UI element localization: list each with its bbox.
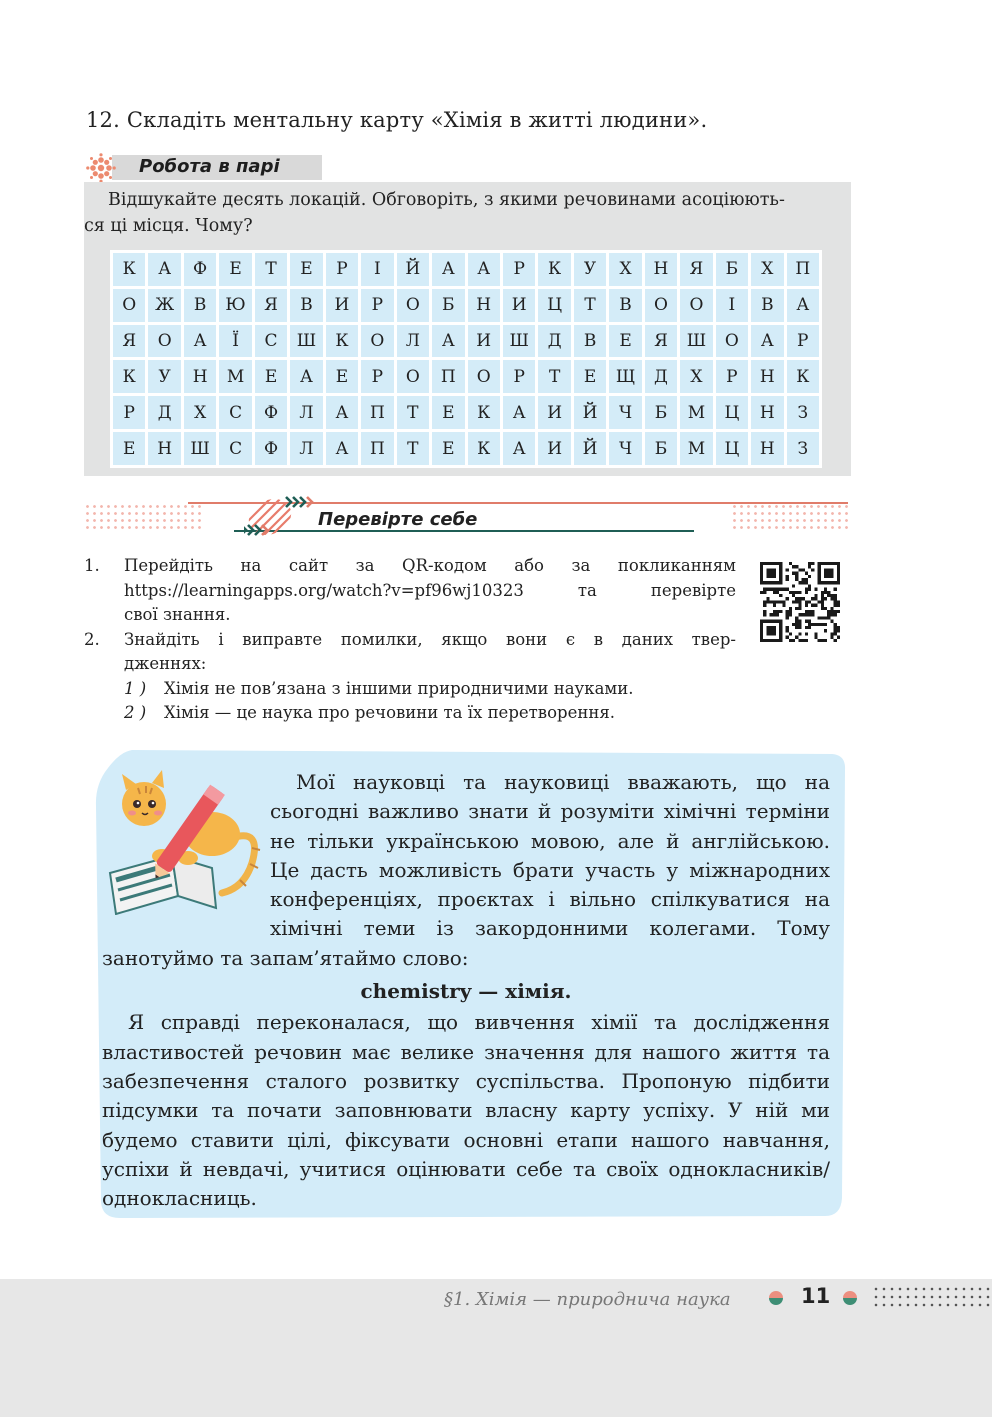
grid-cell: І: [716, 289, 748, 322]
grid-cell: М: [680, 396, 712, 429]
grid-cell: Р: [326, 253, 358, 286]
grid-cell: А: [468, 253, 500, 286]
grid-cell: Б: [432, 289, 464, 322]
item-number: 2.: [84, 629, 100, 649]
page-dot-icon: [843, 1291, 857, 1305]
sub-item: [84, 701, 736, 726]
grid-cell: Ц: [716, 432, 748, 465]
grid-cell: Б: [716, 253, 748, 286]
grid-cell: Н: [184, 360, 216, 393]
grid-cell: Х: [609, 253, 641, 286]
grid-cell: А: [326, 396, 358, 429]
cat-illustration-icon: [102, 768, 270, 915]
grid-cell: Д: [148, 396, 180, 429]
check-yourself-header: [84, 495, 851, 543]
grid-cell: Б: [645, 432, 677, 465]
grid-cell: П: [787, 253, 819, 286]
grid-cell: Й: [574, 396, 606, 429]
item-line: свої знання.: [124, 605, 231, 624]
grid-cell: П: [361, 396, 393, 429]
grid-cell: Т: [397, 396, 429, 429]
task-number: 12.: [86, 108, 120, 132]
grid-cell: Т: [538, 360, 570, 393]
item-link-line[interactable]: https://learningapps.org/watch?v=pf96wj10323 та перевірте: [124, 580, 736, 600]
item-number: 1.: [84, 556, 100, 575]
grid-cell: Е: [432, 432, 464, 465]
grid-cell: Й: [397, 253, 429, 286]
grid-cell: Н: [468, 289, 500, 322]
sub-item-text: Хімія — це наука про речовини та їх перетворення.: [164, 703, 615, 722]
check-list: [84, 554, 736, 726]
check-yourself-title: Перевірте себе: [318, 509, 478, 530]
grid-cell: А: [432, 325, 464, 358]
grid-cell: Е: [609, 325, 641, 358]
grid-cell: Ю: [219, 289, 251, 322]
grid-cell: Н: [751, 360, 783, 393]
grid-cell: А: [787, 289, 819, 322]
sub-item-text: Хімія не пов’язана з іншими природничими науками.: [164, 678, 634, 698]
grid-cell: Р: [503, 360, 535, 393]
grid-cell: А: [148, 253, 180, 286]
grid-cell: К: [113, 360, 145, 393]
grid-cell: С: [255, 325, 287, 358]
grid-cell: А: [751, 325, 783, 358]
grid-cell: Т: [397, 432, 429, 465]
grid-cell: И: [503, 289, 535, 322]
grid-cell: Е: [113, 432, 145, 465]
grid-cell: К: [468, 432, 500, 465]
grid-cell: П: [432, 360, 464, 393]
instruction-line-2: ся ці місця. Чому?: [84, 216, 253, 236]
grid-cell: О: [716, 325, 748, 358]
grid-cell: І: [361, 253, 393, 286]
grid-cell: Л: [397, 325, 429, 358]
grid-cell: Ф: [184, 253, 216, 286]
grid-cell: Е: [326, 360, 358, 393]
grid-cell: К: [538, 253, 570, 286]
grid-cell: В: [751, 289, 783, 322]
grid-cell: У: [574, 253, 606, 286]
sub-item: [84, 677, 736, 702]
grid-cell: Ц: [538, 289, 570, 322]
grid-cell: М: [680, 432, 712, 465]
item-line: дженнях:: [124, 654, 207, 673]
grid-cell: Ф: [255, 432, 287, 465]
grid-cell: А: [184, 325, 216, 358]
grid-cell: Е: [574, 360, 606, 393]
grid-cell: Я: [255, 289, 287, 322]
grid-cell: Е: [255, 360, 287, 393]
instruction-line-1: Відшукайте десять локацій. Обговоріть, з якими речовинами асоціюють-: [108, 190, 785, 210]
list-item: [84, 628, 736, 677]
grid-cell: Ж: [148, 289, 180, 322]
grid-cell: З: [787, 396, 819, 429]
grid-cell: Ц: [716, 396, 748, 429]
grid-cell: Е: [432, 396, 464, 429]
grid-cell: У: [148, 360, 180, 393]
page-dot-icon: [769, 1291, 783, 1305]
grid-cell: Я: [645, 325, 677, 358]
grid-cell: Л: [290, 432, 322, 465]
sub-item-number: 2 ): [124, 703, 147, 722]
grid-cell: Р: [361, 289, 393, 322]
grid-cell: Р: [503, 253, 535, 286]
grid-cell: Ч: [609, 396, 641, 429]
grid-cell: Р: [361, 360, 393, 393]
grid-cell: Д: [538, 325, 570, 358]
grid-cell: Я: [113, 325, 145, 358]
grid-cell: И: [538, 432, 570, 465]
grid-cell: Й: [574, 432, 606, 465]
grid-cell: С: [219, 396, 251, 429]
chemistry-term: chemistry — хімія.: [360, 979, 572, 1004]
note-paragraph-1: Мої науковці та науковиці вважають, що на сьогодні важливо знати й розуміти хімічні терміни не тільки українською мовою, але й англійською. Це дасть можливість брати участь у міжнародних конференціях, проєктах і вільно спілкуватися на хімічні теми із закордонними колегами. Тому занотуймо та запам’ятаймо слово:: [102, 770, 830, 970]
pair-work-box: [84, 182, 851, 476]
grid-cell: О: [397, 360, 429, 393]
grid-cell: Е: [219, 253, 251, 286]
grid-cell: О: [113, 289, 145, 322]
grid-cell: О: [361, 325, 393, 358]
grid-cell: Е: [290, 253, 322, 286]
page-number: 11: [801, 1284, 831, 1308]
decorative-dots: [872, 1285, 992, 1311]
grid-cell: Ч: [609, 432, 641, 465]
grid-cell: А: [432, 253, 464, 286]
grid-cell: Т: [574, 289, 606, 322]
grid-cell: Н: [751, 432, 783, 465]
pair-work-header: [86, 153, 322, 181]
section-title: §1. Хімія — природнича наука: [444, 1289, 731, 1310]
grid-cell: О: [645, 289, 677, 322]
grid-cell: Р: [716, 360, 748, 393]
grid-cell: Ш: [290, 325, 322, 358]
item-line: Знайдіть і виправте помилки, якщо вони є в даних твер-: [124, 629, 736, 649]
grid-cell: В: [290, 289, 322, 322]
grid-cell: Т: [255, 253, 287, 286]
grid-cell: К: [468, 396, 500, 429]
grid-cell: С: [219, 432, 251, 465]
grid-cell: Ш: [184, 432, 216, 465]
grid-cell: В: [574, 325, 606, 358]
grid-cell: А: [503, 432, 535, 465]
decorative-dots: [731, 503, 851, 533]
grid-cell: Я: [680, 253, 712, 286]
grid-cell: Х: [184, 396, 216, 429]
grid-cell: Ї: [219, 325, 251, 358]
grid-cell: Л: [290, 396, 322, 429]
pair-work-title: Робота в парі: [139, 156, 280, 177]
grid-cell: К: [787, 360, 819, 393]
hatch-arrows-icon: [244, 495, 324, 539]
grid-cell: Н: [148, 432, 180, 465]
grid-cell: А: [290, 360, 322, 393]
grid-cell: О: [680, 289, 712, 322]
note-paragraph-2: Я справді переконалася, що вивчення хімії та дослідження властивостей речовин має велике значення для нашого життя та забезпечення сталого розвитку суспільства. Пропоную підбити підсумки та почати заповнювати власну карту успіху. У ній ми будемо ставити цілі, фіксувати основні етапи нашого навчання, успіхи й невдачі, учитися оцінювати себе та своїх однокласників/однокласниць.: [102, 1010, 830, 1211]
grid-cell: М: [219, 360, 251, 393]
grid-cell: Д: [645, 360, 677, 393]
grid-cell: Р: [113, 396, 145, 429]
grid-cell: Х: [680, 360, 712, 393]
grid-cell: О: [148, 325, 180, 358]
task-text: Складіть ментальну карту «Хімія в житті людини».: [126, 108, 708, 132]
word-search-grid: [110, 250, 822, 468]
grid-cell: К: [113, 253, 145, 286]
item-line: Перейдіть на сайт за QR-кодом або за покликанням: [124, 556, 736, 575]
grid-cell: В: [609, 289, 641, 322]
grid-cell: Ш: [503, 325, 535, 358]
grid-cell: А: [503, 396, 535, 429]
sub-item-number: 1 ): [124, 678, 147, 698]
grid-cell: Х: [751, 253, 783, 286]
grid-cell: О: [468, 360, 500, 393]
list-item: [84, 554, 736, 628]
note-text: [102, 768, 830, 1213]
grid-cell: Ф: [255, 396, 287, 429]
pair-work-instructions: [84, 187, 849, 239]
grid-cell: Б: [645, 396, 677, 429]
grid-cell: Ш: [680, 325, 712, 358]
grid-cell: И: [538, 396, 570, 429]
grid-cell: А: [326, 432, 358, 465]
task-12: [86, 108, 707, 132]
grid-cell: П: [361, 432, 393, 465]
grid-cell: К: [326, 325, 358, 358]
grid-cell: И: [326, 289, 358, 322]
grid-cell: З: [787, 432, 819, 465]
grid-cell: Н: [751, 396, 783, 429]
grid-cell: И: [468, 325, 500, 358]
decorative-dots: [84, 503, 204, 533]
grid-cell: В: [184, 289, 216, 322]
page-footer: [0, 1279, 992, 1417]
flower-icon: [86, 153, 116, 183]
grid-cell: Н: [645, 253, 677, 286]
grid-cell: Р: [787, 325, 819, 358]
grid-cell: О: [397, 289, 429, 322]
grid-cell: Щ: [609, 360, 641, 393]
qr-code[interactable]: [760, 562, 840, 642]
